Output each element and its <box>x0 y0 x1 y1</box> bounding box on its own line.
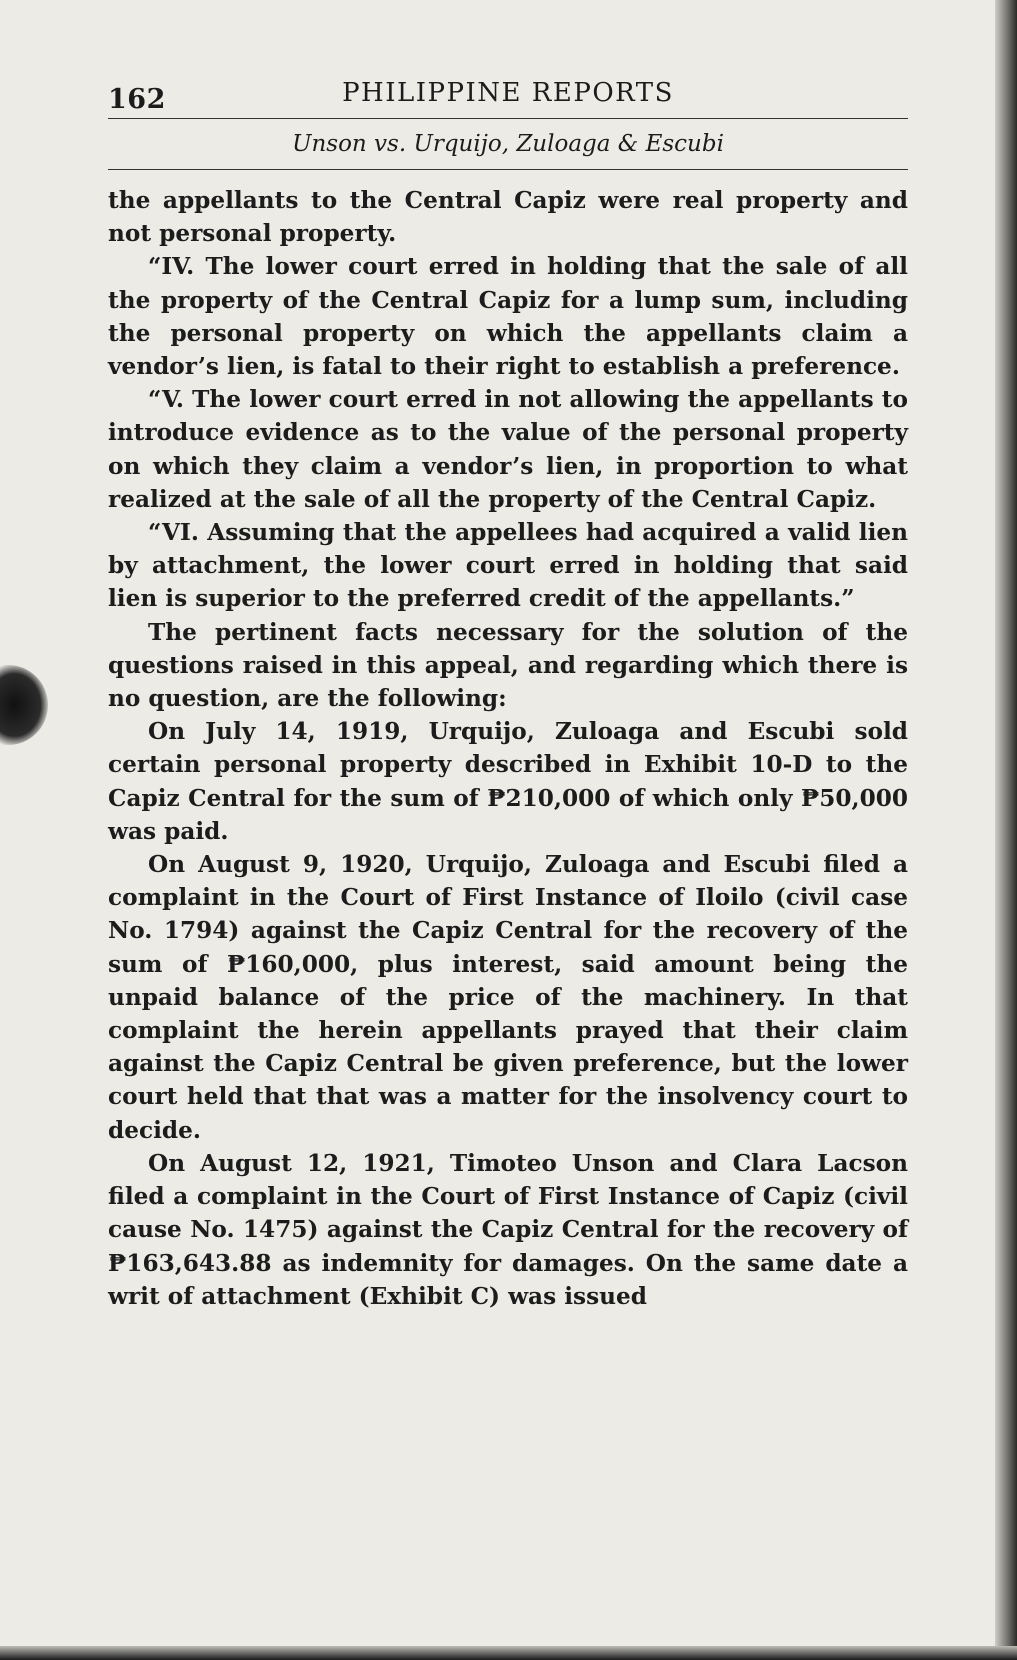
running-head <box>108 72 908 118</box>
paragraph: “VI. Assuming that the appellees had acquired a valid lien by attachment, the lower court erred in holding that said lien is superior to the preferred credit of the appellants.” <box>108 519 908 613</box>
paragraph: The pertinent facts necessary for the solution of the questions raised in this appeal, and regarding which there is no question, are the following: <box>108 618 908 713</box>
page-number: 162 <box>108 84 166 115</box>
header-rule-bottom <box>108 169 908 170</box>
paragraph: the appellants to the Central Capiz were real property and not personal property. <box>108 187 908 248</box>
body-text <box>108 184 908 1313</box>
paragraph: On August 9, 1920, Urquijo, Zuloaga and Escubi filed a complaint in the Court of First Instance of Iloilo (civil case No. 1794) against the Capiz Central for the recovery of the sum of ₱160,000, plus interest, said amount being the unpaid balance of the price of the machinery. In that complaint the herein appellants prayed that their claim against the Capiz Central be given preference, but the lower court held that that was a matter for the insolvency court to decide. <box>108 851 908 1144</box>
page <box>108 72 908 1313</box>
journal-title: PHILIPPINE REPORTS <box>342 78 674 108</box>
binding-mark <box>0 665 48 745</box>
paragraph: “IV. The lower court erred in holding that the sale of all the property of the Central Capiz for a lump sum, including the personal property on which the appellants claim a vendor’s lien, is fatal to their right to establish a preference. <box>108 253 908 381</box>
scan-edge-shadow <box>995 0 1017 1660</box>
paragraph: “V. The lower court erred in not allowing the appellants to introduce evidence as to the value of the personal property on which they claim a vendor’s lien, in proportion to what realized at the sale of all the property of the Central Capiz. <box>108 386 908 513</box>
case-title: Unson vs. Urquijo, Zuloaga & Escubi <box>292 131 724 157</box>
paragraph: On August 12, 1921, Timoteo Unson and Clara Lacson filed a complaint in the Court of First Instance of Capiz (civil cause No. 1475) against the Capiz Central for the recovery of ₱163,643.88 as indemnity for damages. On the same date a writ of attachment (Exhibit C) was issued <box>108 1149 908 1310</box>
scan-bottom-shadow <box>0 1646 1017 1660</box>
paragraph: On July 14, 1919, Urquijo, Zuloaga and Escubi sold certain personal property described in Exhibit 10-D to the Capiz Central for the sum of ₱210,000 of which only ₱50,000 was paid. <box>108 718 908 845</box>
